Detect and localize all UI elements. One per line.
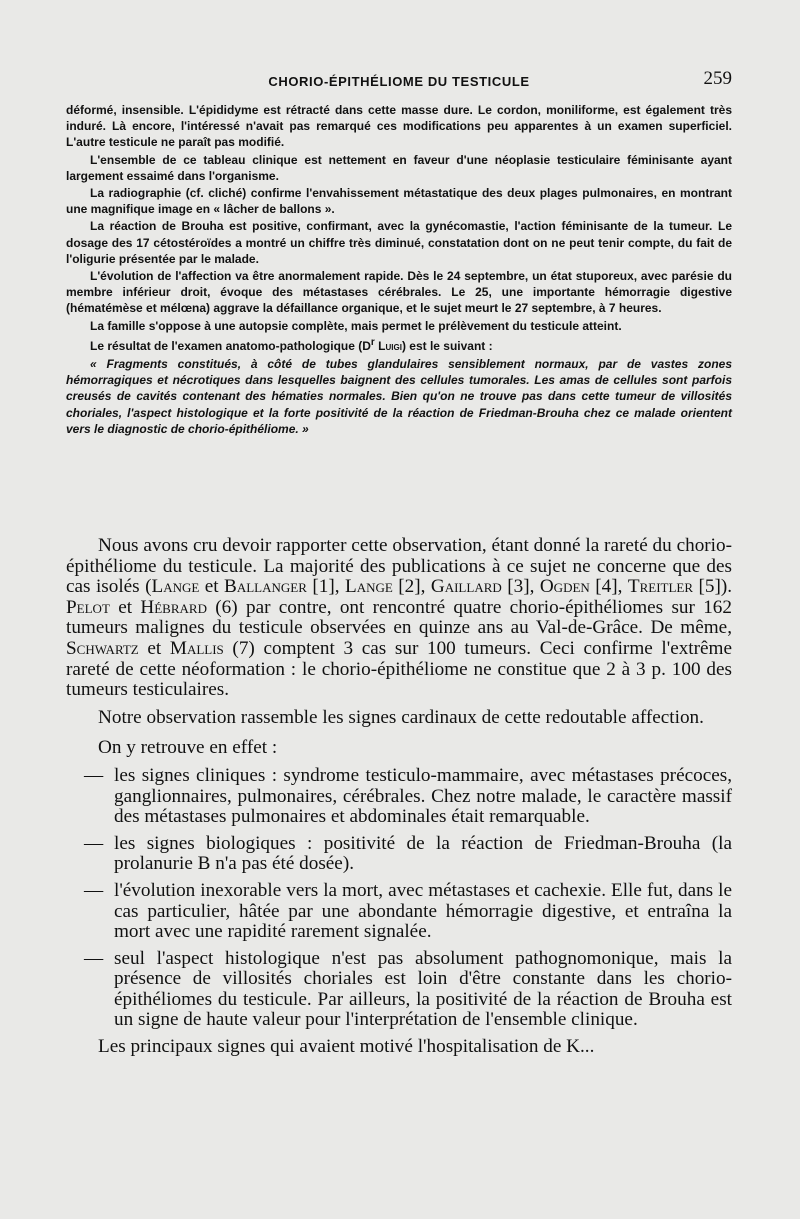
running-title: CHORIO-ÉPITHÉLIOME DU TESTICULE [268,74,530,89]
list-item [66,766,732,828]
doctor-name: Luigi [378,338,402,353]
page-header [66,64,732,94]
dash-bullet: — [84,879,104,901]
text-run: (6) par contre, ont rencontré quatre chorio-épithéliomes sur 162 tumeurs malignes du testicule observées en quinze ans au Val-de-Grâce. De même, [66,596,732,639]
dash-bullet: — [84,764,104,786]
text-run: [2], [392,576,431,598]
author-lange: Lange [151,576,200,598]
signs-list [66,766,732,1031]
list-item-text: l'évolution inexorable vers la mort, avec métastases et cachexie. Elle fut, dans le cas particulier, hâtée par une abondante hémorragie digestive, et entraîna la mort avec une rapidité rarement signalée. [114,879,732,943]
discussion-section [66,536,732,1065]
case-paragraph-7 [66,335,732,354]
case-paragraph-5: L'évolution de l'affection va être anormalement rapide. Dès le 24 septembre, un état stuporeux, avec parésie du membre inférieur droit, évoque des métastases cérébrales. Le 25, une importante hémorragie digestive (hématémèse et mélœna) aggrave la défaillance organique, et le sujet meurt le 27 septembre, à 7 heures. [66,269,732,316]
text-run: Nous avons cru devoir rapporter cette observation, étant donné la rareté du chorio-épithéliome du testicule. La majorité des publications à ce sujet ne concerne que des cas isolés ( [66,535,732,598]
doctor-superscript: r [370,336,375,348]
discussion-paragraph-1 [66,536,732,701]
author-ogden: Ogden [539,576,590,598]
author-lange-2: Lange [344,576,393,598]
text-run: et [199,576,225,598]
author-mallis: Mallis [169,637,224,659]
case-paragraph-1: déformé, insensible. L'épididyme est rétracté dans cette masse dure. Le cordon, moniliforme, est également très induré. Là encore, l'intéressé n'avait pas remarqué ces modifications peu apparentes à un examen superficiel. L'autre testicule ne paraît pas modifié. [66,103,732,150]
dash-bullet: — [84,947,104,969]
pathology-intro: Le résultat de l'examen anatomo-pathologique (D [90,338,371,353]
text-run: [4], [589,576,628,598]
pathology-intro-end: ) est le suivant : [401,338,493,353]
list-item-text: seul l'aspect histologique n'est pas absolument pathognomonique, mais la présence de villosités choriales est loin d'être constante dans les chorio-épithéliomes du testicule. Par ailleurs, la positivité de la réaction de Brouha est un signe de haute valeur pour l'interprétation de l'ensemble clinique. [114,947,732,1031]
author-schwartz: Schwartz [66,637,139,659]
case-paragraph-2: L'ensemble de ce tableau clinique est nettement en faveur d'une néoplasie testiculaire féminisante ayant largement essaimé dans l'organisme. [66,152,732,183]
text-run: et [138,637,170,659]
pathology-quote: « Fragments constitués, à côté de tubes glandulaires sensiblement normaux, par de vastes zones hémorragiques et nécrotiques dans lesquelles baignent des cellules tumorales. Les amas de cellules sont parfois creusés de cavités contenant des hématies normales. Bien qu'on ne trouve pas dans cette tumeur de villosités choriales, l'aspect histologique et la forte positivité de la réaction de Friedman-Brouha chez ce malade orientent vers le diagnostic de chorio-épithéliome. » [66,357,732,436]
page-number: 259 [703,68,732,89]
case-report-section [66,102,732,438]
discussion-paragraph-4: Les principaux signes qui avaient motivé l'hospitalisation de K... [98,1036,595,1058]
discussion-paragraph-3: On y retrouve en effet : [98,737,278,759]
list-item-text: les signes biologiques : positivité de la réaction de Friedman-Brouha (la prolanurie B n'a pas été dosée). [114,832,732,875]
author-hebrard: Hébrard [140,596,207,618]
text-run: et [109,596,141,618]
author-ballanger: Ballanger [224,576,307,598]
list-item [66,881,732,943]
case-paragraph-6: La famille s'oppose à une autopsie complète, mais permet le prélèvement du testicule atteint. [90,318,622,333]
case-paragraph-3: La radiographie (cf. cliché) confirme l'envahissement métastatique des deux plages pulmonaires, en montrant une magnifique image en « lâcher de ballons ». [66,186,732,217]
list-item [66,949,732,1031]
list-item-text: les signes cliniques : syndrome testiculo-mammaire, avec métastases précoces, ganglionnaires, pulmonaires, cérébrales. Chez notre malade, le caractère massif des métastases pulmonaires et abdominales était remarquable. [114,764,732,828]
author-pelot: Pelot [66,596,110,618]
dash-bullet: — [84,832,104,854]
discussion-paragraph-2: Notre observation rassemble les signes cardinaux de cette redoutable affection. [98,706,704,728]
author-treitler: Treitler [627,576,694,598]
text-run: [1], [306,576,345,598]
text-run: [5]). [693,576,733,598]
text-run: (7) comptent 3 cas sur 100 tumeurs. Ceci confirme l'extrême rareté de cette néoformation : le chorio-épithéliome ne constitue que 2 à 3 p. 100 des tumeurs testiculaires. [66,637,732,701]
text-run: [3], [501,576,540,598]
author-gaillard: Gaillard [430,576,502,598]
list-item [66,834,732,875]
case-paragraph-4: La réaction de Brouha est positive, confirmant, avec la gynécomastie, l'action féminisante de la tumeur. Le dosage des 17 cétostéroïdes a montré un chiffre très diminué, constatation dont on ne peut tenir compte, du fait de l'oligurie présentée par le malade. [66,219,732,266]
